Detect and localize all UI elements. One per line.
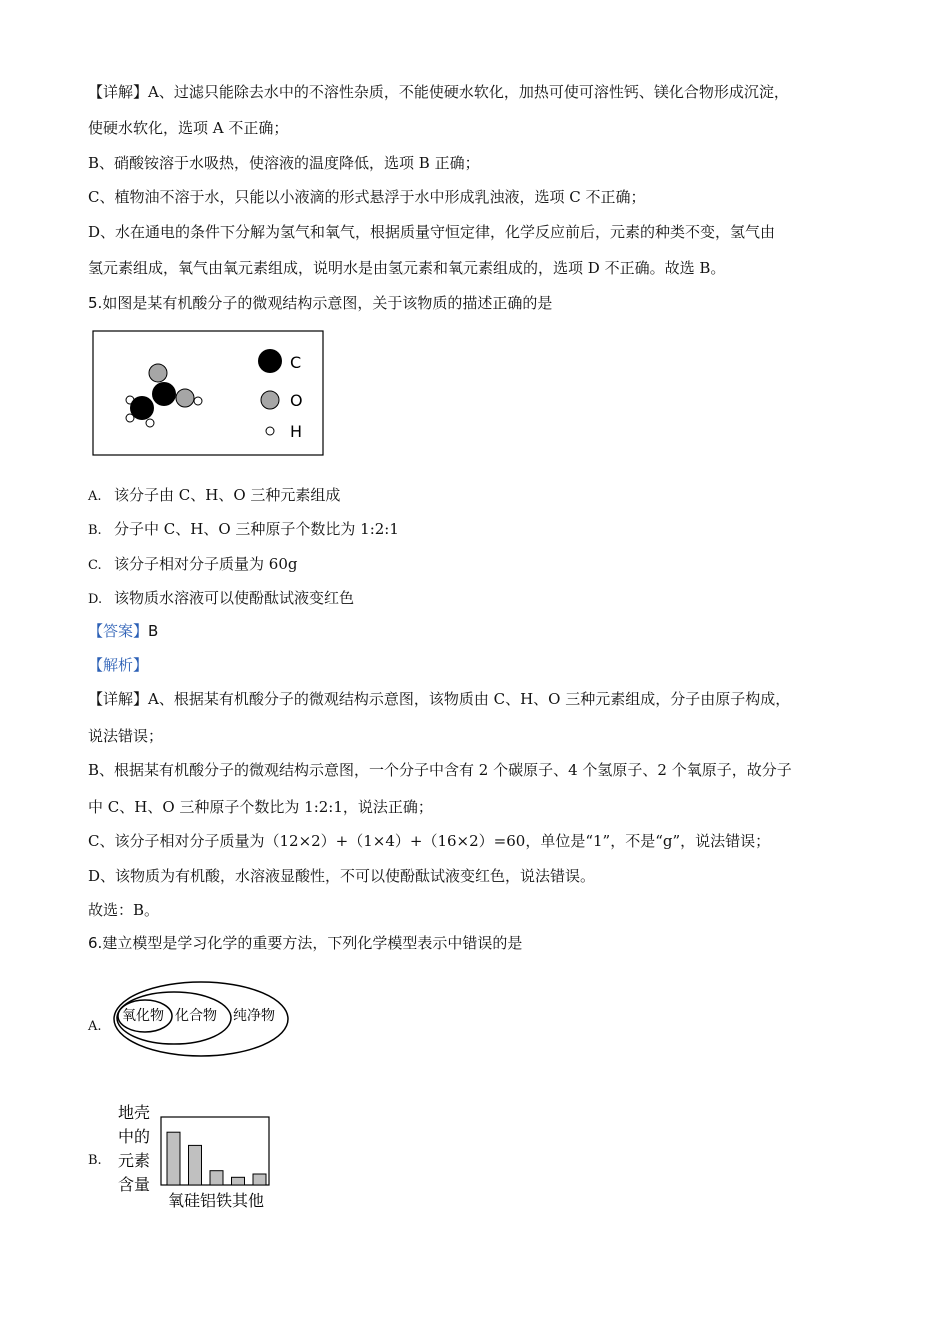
option-a-letter: A. <box>88 489 102 504</box>
carbon-atom <box>130 396 154 420</box>
ylabel-line-2: 中的 <box>118 1127 151 1146</box>
analysis-line-a1: 【详解】A、根据某有机酸分子的微观结构示意图，该物质由 C、H、O 三种元素组成，分子由原子构成， <box>88 690 791 708</box>
detail-line-3: B、硝酸铵溶于水吸热，使溶液的温度降低，选项 B 正确； <box>88 154 480 172</box>
detail-line-5: D、水在通电的条件下分解为氢气和氧气，根据质量守恒定律，化学反应前后，元素的种类不变，氢气由 <box>88 223 776 241</box>
legend-carbon-icon <box>258 349 282 373</box>
x-axis-labels: 氧硅铝铁其他 <box>168 1191 265 1210</box>
bar-1 <box>167 1132 180 1185</box>
option-b-text: 分子中 C、H、O 三种原子个数比为 1:2:1 <box>114 520 399 538</box>
option-d-text: 该物质水溶液可以使酚酞试液变红色 <box>114 589 355 607</box>
analysis-line-a2: 说法错误； <box>88 727 164 745</box>
option-d <box>88 588 354 610</box>
legend-hydrogen-icon <box>266 427 274 435</box>
ylabel-line-3: 元素 <box>118 1151 151 1170</box>
outer-label: 纯净物 <box>233 1008 275 1024</box>
legend-oxygen-icon <box>261 391 279 409</box>
answer-line <box>88 621 158 641</box>
element-content-bar-chart <box>112 1100 284 1212</box>
question-6-number: 6. <box>88 934 103 952</box>
option-d-letter: D. <box>88 592 103 607</box>
question-5-number: 5. <box>88 294 103 312</box>
option-c <box>88 554 297 576</box>
molecule-diagram <box>92 330 326 458</box>
question-6-stem <box>88 933 522 953</box>
option-c-letter: C. <box>88 558 102 573</box>
detail-line-6: 氢元素组成，氧气由氧元素组成，说明水是由氢元素和氧元素组成的，选项 D 不正确。故选 B。 <box>88 259 726 277</box>
ylabel-line-4: 含量 <box>118 1175 151 1194</box>
inner-label: 氧化物 <box>122 1008 164 1024</box>
detail-line-1: 【详解】A、过滤只能除去水中的不溶性杂质，不能使硬水软化，加热可使可溶性钙、镁化合物形成沉淀， <box>88 83 789 101</box>
bar-5 <box>253 1174 266 1185</box>
option-c-text: 该分子相对分子质量为 60g <box>114 555 298 573</box>
detail-line-4: C、植物油不溶于水，只能以小液滴的形式悬浮于水中形成乳浊液，选项 C 不正确； <box>88 188 646 206</box>
set-relation-diagram <box>112 980 294 1060</box>
analysis-line-c1: C、该分子相对分子质量为（12×2）+（1×4）+（16×2）=60，单位是“1”，不是“g”，说法错误； <box>88 832 771 850</box>
hydrogen-atom <box>146 419 154 427</box>
legend-hydrogen-label: H <box>290 422 303 441</box>
hydrogen-atom <box>194 397 202 405</box>
option-b <box>88 519 399 541</box>
q6-option-b-letter: B. <box>88 1153 102 1168</box>
bar-2 <box>189 1145 202 1185</box>
answer-tag: 【答案】 <box>88 622 149 640</box>
option-b-letter: B. <box>88 523 102 538</box>
option-a-text: 该分子由 C、H、O 三种元素组成 <box>114 486 341 504</box>
q6-option-a-letter: A. <box>88 1019 102 1034</box>
bar-4 <box>232 1177 245 1185</box>
bar-3 <box>210 1171 223 1185</box>
question-5-stem <box>88 293 552 313</box>
analysis-line-b1: B、根据某有机酸分子的微观结构示意图，一个分子中含有 2 个碳原子、4 个氢原子、2 个氧原子，故分子 <box>88 761 792 779</box>
legend-carbon-label: C <box>290 353 302 372</box>
analysis-line-b2: 中 C、H、O 三种原子个数比为 1:2:1，说法正确； <box>88 798 433 816</box>
ylabel-line-1: 地壳 <box>118 1103 151 1122</box>
option-a <box>88 485 340 507</box>
oxygen-atom <box>176 389 194 407</box>
carbon-atom <box>152 382 176 406</box>
molecule-frame <box>93 331 323 455</box>
oxygen-atom <box>149 364 167 382</box>
analysis-conclusion: 故选：B。 <box>88 901 160 919</box>
detail-line-2: 使硬水软化，选项 A 不正确； <box>88 119 289 137</box>
legend-oxygen-label: O <box>290 391 303 410</box>
middle-label: 化合物 <box>175 1008 217 1024</box>
analysis-line-d1: D、该物质为有机酸，水溶液显酸性，不可以使酚酞试液变红色，说法错误。 <box>88 867 596 885</box>
answer-value: B <box>148 622 159 640</box>
question-5-text: 如图是某有机酸分子的微观结构示意图，关于该物质的描述正确的是 <box>102 294 553 312</box>
question-6-text: 建立模型是学习化学的重要方法，下列化学模型表示中错误的是 <box>102 934 523 952</box>
analysis-tag: 【解析】 <box>88 656 149 674</box>
